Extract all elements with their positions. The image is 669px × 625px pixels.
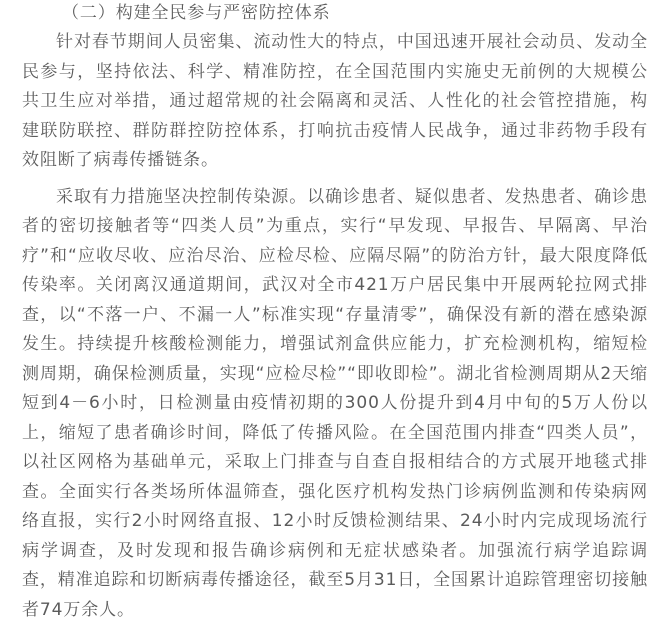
section-heading: （二）构建全民参与严密防控体系 (22, 3, 648, 23)
document-body (22, 3, 648, 625)
paragraph-control-infection-source: 采取有力措施坚决控制传染源。以确诊患者、疑似患者、发热患者、确诊患者的密切接触者等“四类人员”为重点，实行“早发现、早报告、早隔离、早治疗”和“应收尽收、应治尽治、应检尽检、应隔尽隔”的防治方针，最大限度降低传染率。关闭离汉通道期间，武汉对全市421万户居民集中开展两轮拉网式排查，以“不落一户、不漏一人”标准实现“存量清零”，确保没有新的潜在感染源发生。持续提升核酸检测能力，增强试剂盒供应能力，扩充检测机构，缩短检测周期，确保检测质量，实现“应检尽检”“即收即检”。湖北省检测周期从2天缩短到4－6小时，日检测量由疫情初期的300人份提升到4月中旬的5万人份以上，缩短了患者确诊时间，降低了传播风险。在全国范围内排查“四类人员”，以社区网格为基础单元，采取上门排查与自查自报相结合的方式展开地毯式排查。全面实行各类场所体温筛查，强化医疗机构发热门诊病例监测和传染病网络直报，实行2小时网络直报、12小时反馈检测结果、24小时内完成现场流行病学调查，及时发现和报告确诊病例和无症状感染者。加强流行病学追踪调查，精准追踪和切断病毒传播途径，截至5月31日，全国累计追踪管理密切接触者74万余人。 (22, 183, 648, 625)
paragraph-mobilization: 针对春节期间人员密集、流动性大的特点，中国迅速开展社会动员、发动全民参与，坚持依法、科学、精准防控，在全国范围内实施史无前例的大规模公共卫生应对举措，通过超常规的社会隔离和灵活、人性化的社会管控措施，构建联防联控、群防群控防控体系，打响抗击疫情人民战争，通过非药物手段有效阻断了病毒传播链条。 (22, 28, 648, 176)
